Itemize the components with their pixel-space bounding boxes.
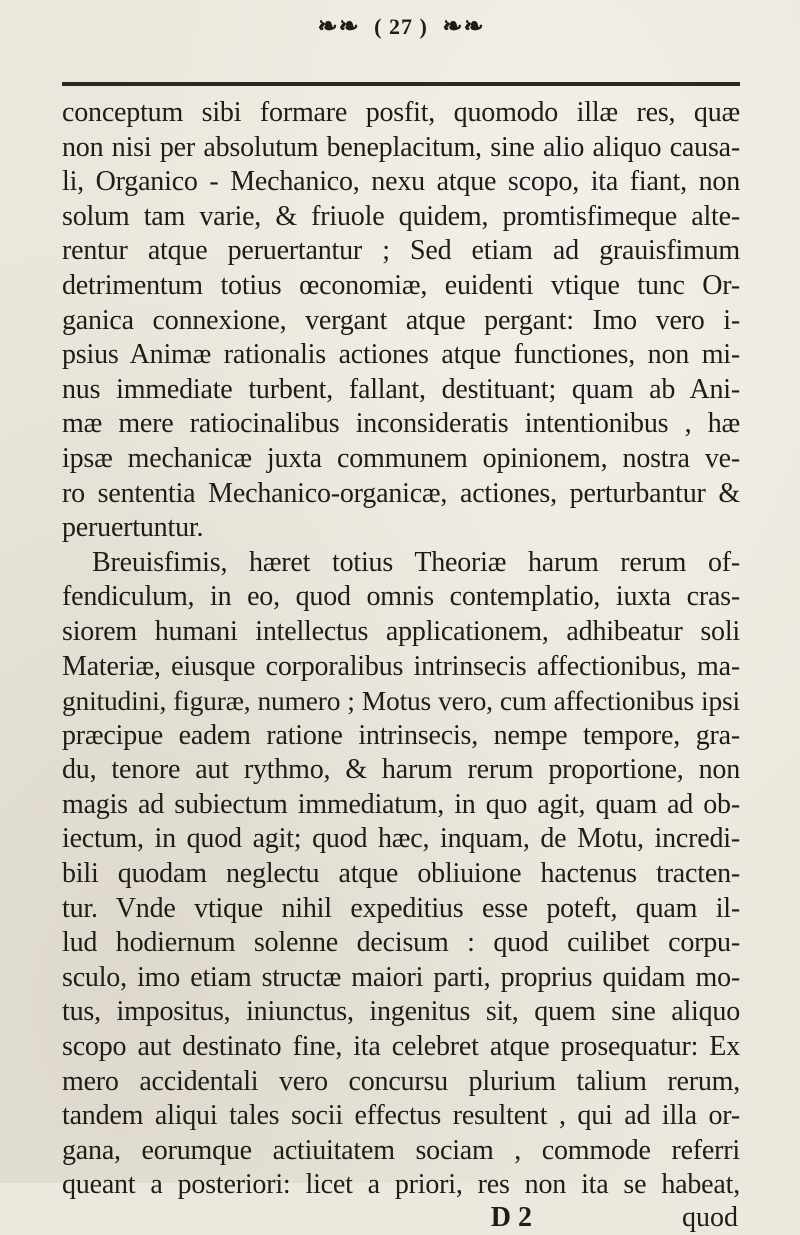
ornament-left-icon: ❧❧ [317,14,360,41]
text-line: conceptum sibi formare posfit, quomodo illæ res, quæ [62,97,740,128]
text-line: rentur atque peruertantur ; Sed etiam ad grauisfimum [62,235,740,267]
ornament-right-icon: ❧❧ [442,14,485,41]
text-line: tus, impositus, iniunctus, ingenitus sit, quem sine aliquo [62,996,740,1028]
text-line: scopo aut destinato fine, ita celebret atque prosequatur: Ex [62,1031,740,1063]
text-line: non nisi per absolutum beneplacitum, sine alio aliquo causa- [62,131,740,163]
text-line: peruertuntur. [62,512,204,544]
text-line: du, tenore aut rythmo, & harum rerum proportione, non [62,754,740,786]
header-band [66,12,736,41]
text-line: mero accidentali vero concursu plurium talium rerum, [62,1065,740,1097]
text-line: psius Animæ rationalis actiones atque functiones, non mi- [62,339,740,371]
text-line: bili quodam neglectu atque obliuione hactenus tracten- [62,858,740,890]
text-line: iectum, in quod agit; quod hæc, inquam, de Motu, incredi- [62,823,740,855]
text-line: li, Organico - Mechanico, nexu atque scopo, ita fiant, non [62,166,740,198]
page-footer [62,1201,740,1235]
text-line: tur. Vnde vtique nihil expeditius esse poteft, quam il- [62,892,740,924]
signature-mark: D 2 [490,1202,532,1233]
text-line: detrimentum totius œconomiæ, euidenti vtique tunc Or- [62,269,740,301]
text-line: Materiæ, eiusque corporalibus intrinsecis affectionibus, ma- [62,650,740,682]
text-line: queant a posteriori: licet a priori, res non ita se habeat, [62,1169,740,1201]
header-rule [62,82,740,86]
text-line: præcipue eadem ratione intrinsecis, nempe tempore, gra- [62,719,740,751]
text-line: nus immediate turbent, fallant, destituant; quam ab Ani- [62,373,740,405]
text-line: gana, eorumque actiuitatem sociam , commode referri [62,1134,740,1166]
text-line: gnitudini, figuræ, numero ; Motus vero, cum affectionibus ipsi [62,685,740,717]
text-line: ganica connexione, vergant atque pergant: Imo vero i- [62,304,740,336]
text-line: sculo, imo etiam structæ maiori parti, proprius quidam mo- [62,961,740,993]
page-header [62,0,740,94]
text-line: solum tam varie, & friuole quidem, promtisfimeque alte- [62,200,740,232]
page-number: ( 27 ) [374,13,428,39]
text-line: Breuisfimis, hæret totius Theoriæ harum rerum of- [92,546,740,578]
text-line: ipsæ mechanicæ juxta communem opinionem, nostra ve- [62,442,740,474]
catchword: quod [682,1202,738,1233]
text-line: siorem humani intellectus applicationem, adhibeatur soli [62,615,740,647]
text-line: tandem aliqui tales socii effectus resultent , qui ad illa or- [62,1100,740,1132]
text-line: ro sententia Mechanico-organicæ, actiones, perturbantur & [62,477,740,509]
body-text [62,94,740,1203]
text-line: fendiculum, in eo, quod omnis contemplatio, iuxta cras- [62,581,740,613]
text-line: mæ mere ratiocinalibus inconsideratis intentionibus , hæ [62,408,740,440]
text-line: magis ad subiectum immediatum, in quo agit, quam ad ob- [62,788,740,820]
text-line: lud hodiernum solenne decisum : quod cuilibet corpu- [62,927,740,959]
